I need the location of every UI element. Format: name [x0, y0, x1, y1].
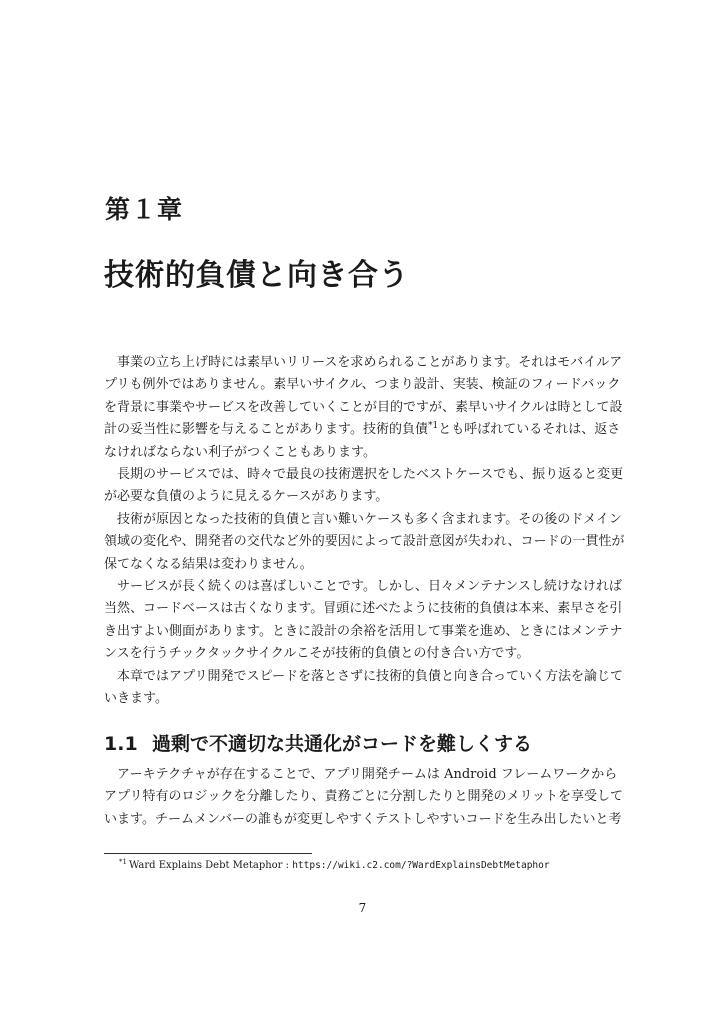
footnote	[119, 859, 550, 873]
chapter-intro	[104, 352, 626, 711]
footnote-text: Ward Explains Debt Metaphor :	[128, 860, 293, 871]
footnote-reference[interactable]: *1	[427, 421, 439, 432]
footnote-url-link[interactable]: https://wiki.c2.com/?WardExplainsDebtMetaphor	[292, 860, 550, 871]
intro-paragraph-1-continued: とも呼ばれているそれは、返さなければならない利子がつくこともあります。	[104, 422, 621, 460]
intro-paragraph-3: 技術が原因となった技術的負債と言い難いケースも多く含まれます。その後のドメイン領域の変化や、開発者の交代など外的要因によって設計意図が失われ、コードの一貫性が保てなくなる結果は変わりません。	[104, 511, 625, 572]
footnote-mark: *1	[119, 858, 127, 866]
section-heading	[104, 731, 532, 757]
intro-paragraph-2: 長期のサービスでは、時々で最良の技術選択をしたベストケースでも、振り返ると変更が必要な負債のように見えるケースがあります。	[104, 467, 624, 505]
chapter-label: 第１章	[105, 195, 184, 224]
page-number: 7	[358, 901, 367, 915]
section-body	[104, 764, 626, 831]
intro-paragraph-1-text: 事業の立ち上げ時には素早いリリースを求められることがあります。それはモバイルアプリも例外ではありません。素早いサイクル、つまり設計、実装、検証のフィードバックを背景に事業やサービスを改善していくことが目的ですが、素早いサイクルは時として設計の妥当性に影響を与えることがあります。技術的負債	[104, 355, 623, 438]
section-title: 過剰で不適切な共通化がコードを難しくする	[152, 733, 533, 755]
footnote-divider	[104, 853, 312, 854]
chapter-title: 技術的負債と向き合う	[104, 258, 409, 293]
intro-paragraph-1	[104, 352, 626, 464]
intro-paragraph-4: サービスが長く続くのは喜ばしいことです。しかし、日々メンテナンスし続けなければ当然、コードベースは古くなります。冒頭に述べたように技術的負債は本来、素早さを引き出すよい側面があります。ときに設計の余裕を活用して事業を進め、ときにはメンテナンスを行うチックタックサイクルこそが技術的負債との付き合い方です。	[104, 579, 623, 662]
intro-paragraph-5: 本章ではアプリ開発でスピードを落とさずに技術的負債と向き合っていく方法を論じていきます。	[104, 668, 623, 707]
section-paragraph-1: アーキテクチャが存在することで、アプリ開発チームは Android フレームワークからアプリ特有のロジックを分離したり、責務ごとに分割したりと開発のメリットを享受しています。チームメンバーの誰もが変更しやすくテストしやすいコードを生み出したいと考	[104, 767, 623, 827]
section-number: 1.1	[104, 733, 138, 755]
